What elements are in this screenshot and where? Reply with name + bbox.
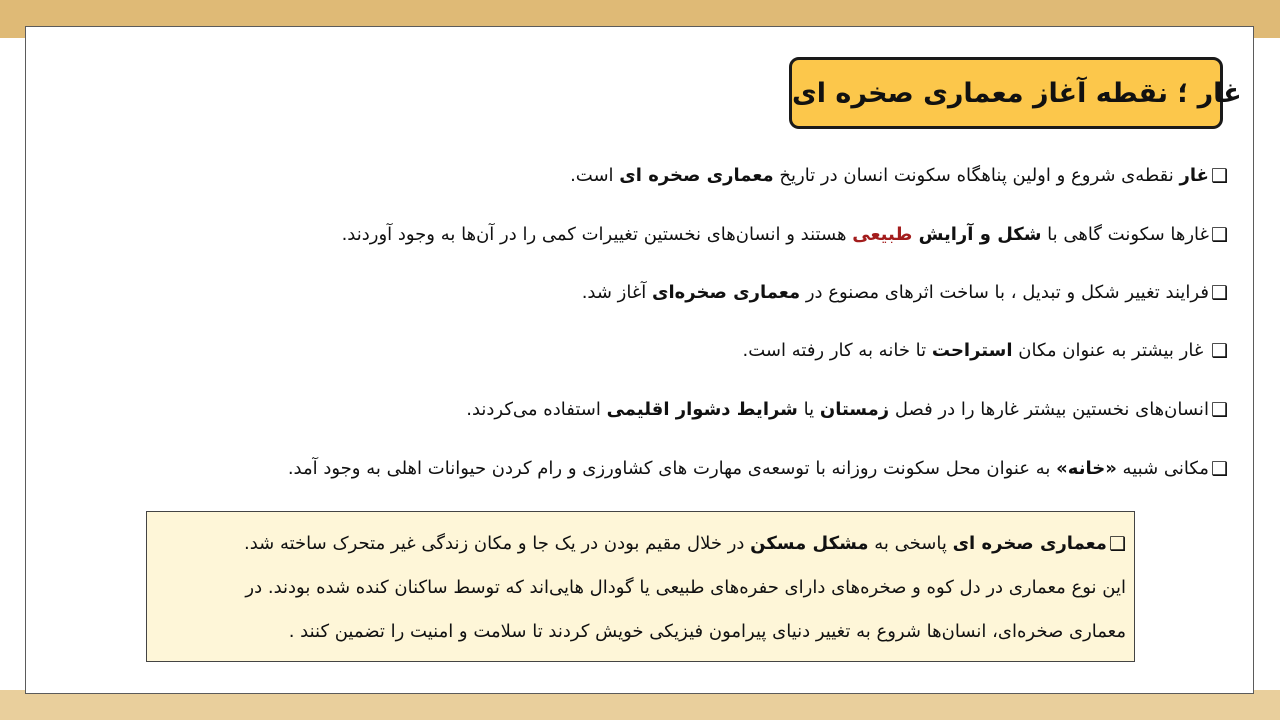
bullet-6-bold: «خانه» (1056, 458, 1117, 479)
bullet-1-bold: غار (1179, 165, 1209, 186)
bullet-6-text-b: به عنوان محل سکونت روزانه با توسعه‌ی مهارت های کشاورزی و رام کردن حیوانات اهلی به وجود آمد. (287, 458, 1057, 479)
slide-title: غار ؛ نقطه آغاز معماری صخره ای (792, 77, 1242, 109)
checkbox-square-icon: ❑ (1108, 533, 1126, 555)
note-text-b: در خلال مقیم بودن در یک جا و مکان زندگی غیر متحرک ساخته شد. (244, 533, 751, 554)
bullet-2-red: طبیعی (852, 224, 919, 245)
checkbox-square-icon: ❑ (1210, 282, 1228, 304)
note-text-a: پاسخی به (868, 533, 953, 554)
bullet-3-bold: معماری صخره‌ای (651, 282, 801, 303)
bullet-1-text-b: است. (570, 165, 620, 186)
bullet-4-text-b: تا خانه به کار رفته است. (742, 340, 932, 361)
bullet-1 (570, 162, 1228, 190)
bullet-5-text-b: یا (797, 399, 820, 420)
checkbox-square-icon: ❑ (1210, 340, 1228, 362)
bullet-5-text-a: انسان‌های نخستین بیشتر غارها را در فصل (889, 399, 1209, 420)
bullet-3-text-a: فرایند تغییر شکل و تبدیل ، با ساخت اثرهای مصنوع در (800, 282, 1209, 303)
bullet-2-text-a: غارها سکونت گاهی با (1041, 224, 1209, 245)
bullet-6 (288, 455, 1228, 483)
bullet-5-bold: زمستان (819, 399, 890, 420)
note-line-1 (155, 522, 1126, 566)
bullet-4 (743, 337, 1228, 365)
bullet-5 (466, 396, 1228, 424)
bullet-6-text-a: مکانی شبیه (1116, 458, 1209, 479)
bullet-3-text-b: آغاز شد. (581, 282, 652, 303)
checkbox-square-icon: ❑ (1210, 224, 1228, 246)
note-line-3: معماری صخره‌ای، انسان‌ها شروع به تغییر دنیای پیرامون فیزیکی خویش کردند تا سلامت و امنیت را تضمین کنند . (288, 621, 1126, 642)
bullet-1-bold-b: معماری صخره ای (619, 165, 774, 186)
bottom-band (0, 690, 1280, 720)
checkbox-square-icon: ❑ (1210, 165, 1228, 187)
bullet-3 (582, 279, 1228, 307)
bullet-2 (342, 221, 1228, 249)
note-box (146, 511, 1135, 662)
title-box (789, 57, 1242, 129)
checkbox-square-icon: ❑ (1210, 399, 1228, 421)
bullet-2-bold: شکل و آرایش (918, 224, 1042, 245)
checkbox-square-icon: ❑ (1210, 458, 1228, 480)
bullet-4-text-a: غار بیشتر به عنوان مکان (1012, 340, 1209, 361)
note-line-2: این نوع معماری در دل کوه و صخره‌های دارای حفره‌های طبیعی یا گودال هایی‌اند که توسط ساکنان کنده شده بودند. در (245, 577, 1126, 598)
bullet-5-bold-b: شرایط دشوار اقلیمی (606, 399, 798, 420)
note-bold-b: مشکل مسکن (750, 533, 869, 554)
bullet-4-bold: استراحت (931, 340, 1013, 361)
bullet-1-text-a: نقطه‌ی شروع و اولین پناهگاه سکونت انسان در تاریخ (773, 165, 1180, 186)
bullet-5-text-c: استفاده می‌کردند. (466, 399, 607, 420)
note-bold-a: معماری صخره ای (952, 533, 1107, 554)
bullet-2-text-b: هستند و انسان‌های نخستین تغییرات کمی را در آن‌ها به وجود آوردند. (341, 224, 853, 245)
